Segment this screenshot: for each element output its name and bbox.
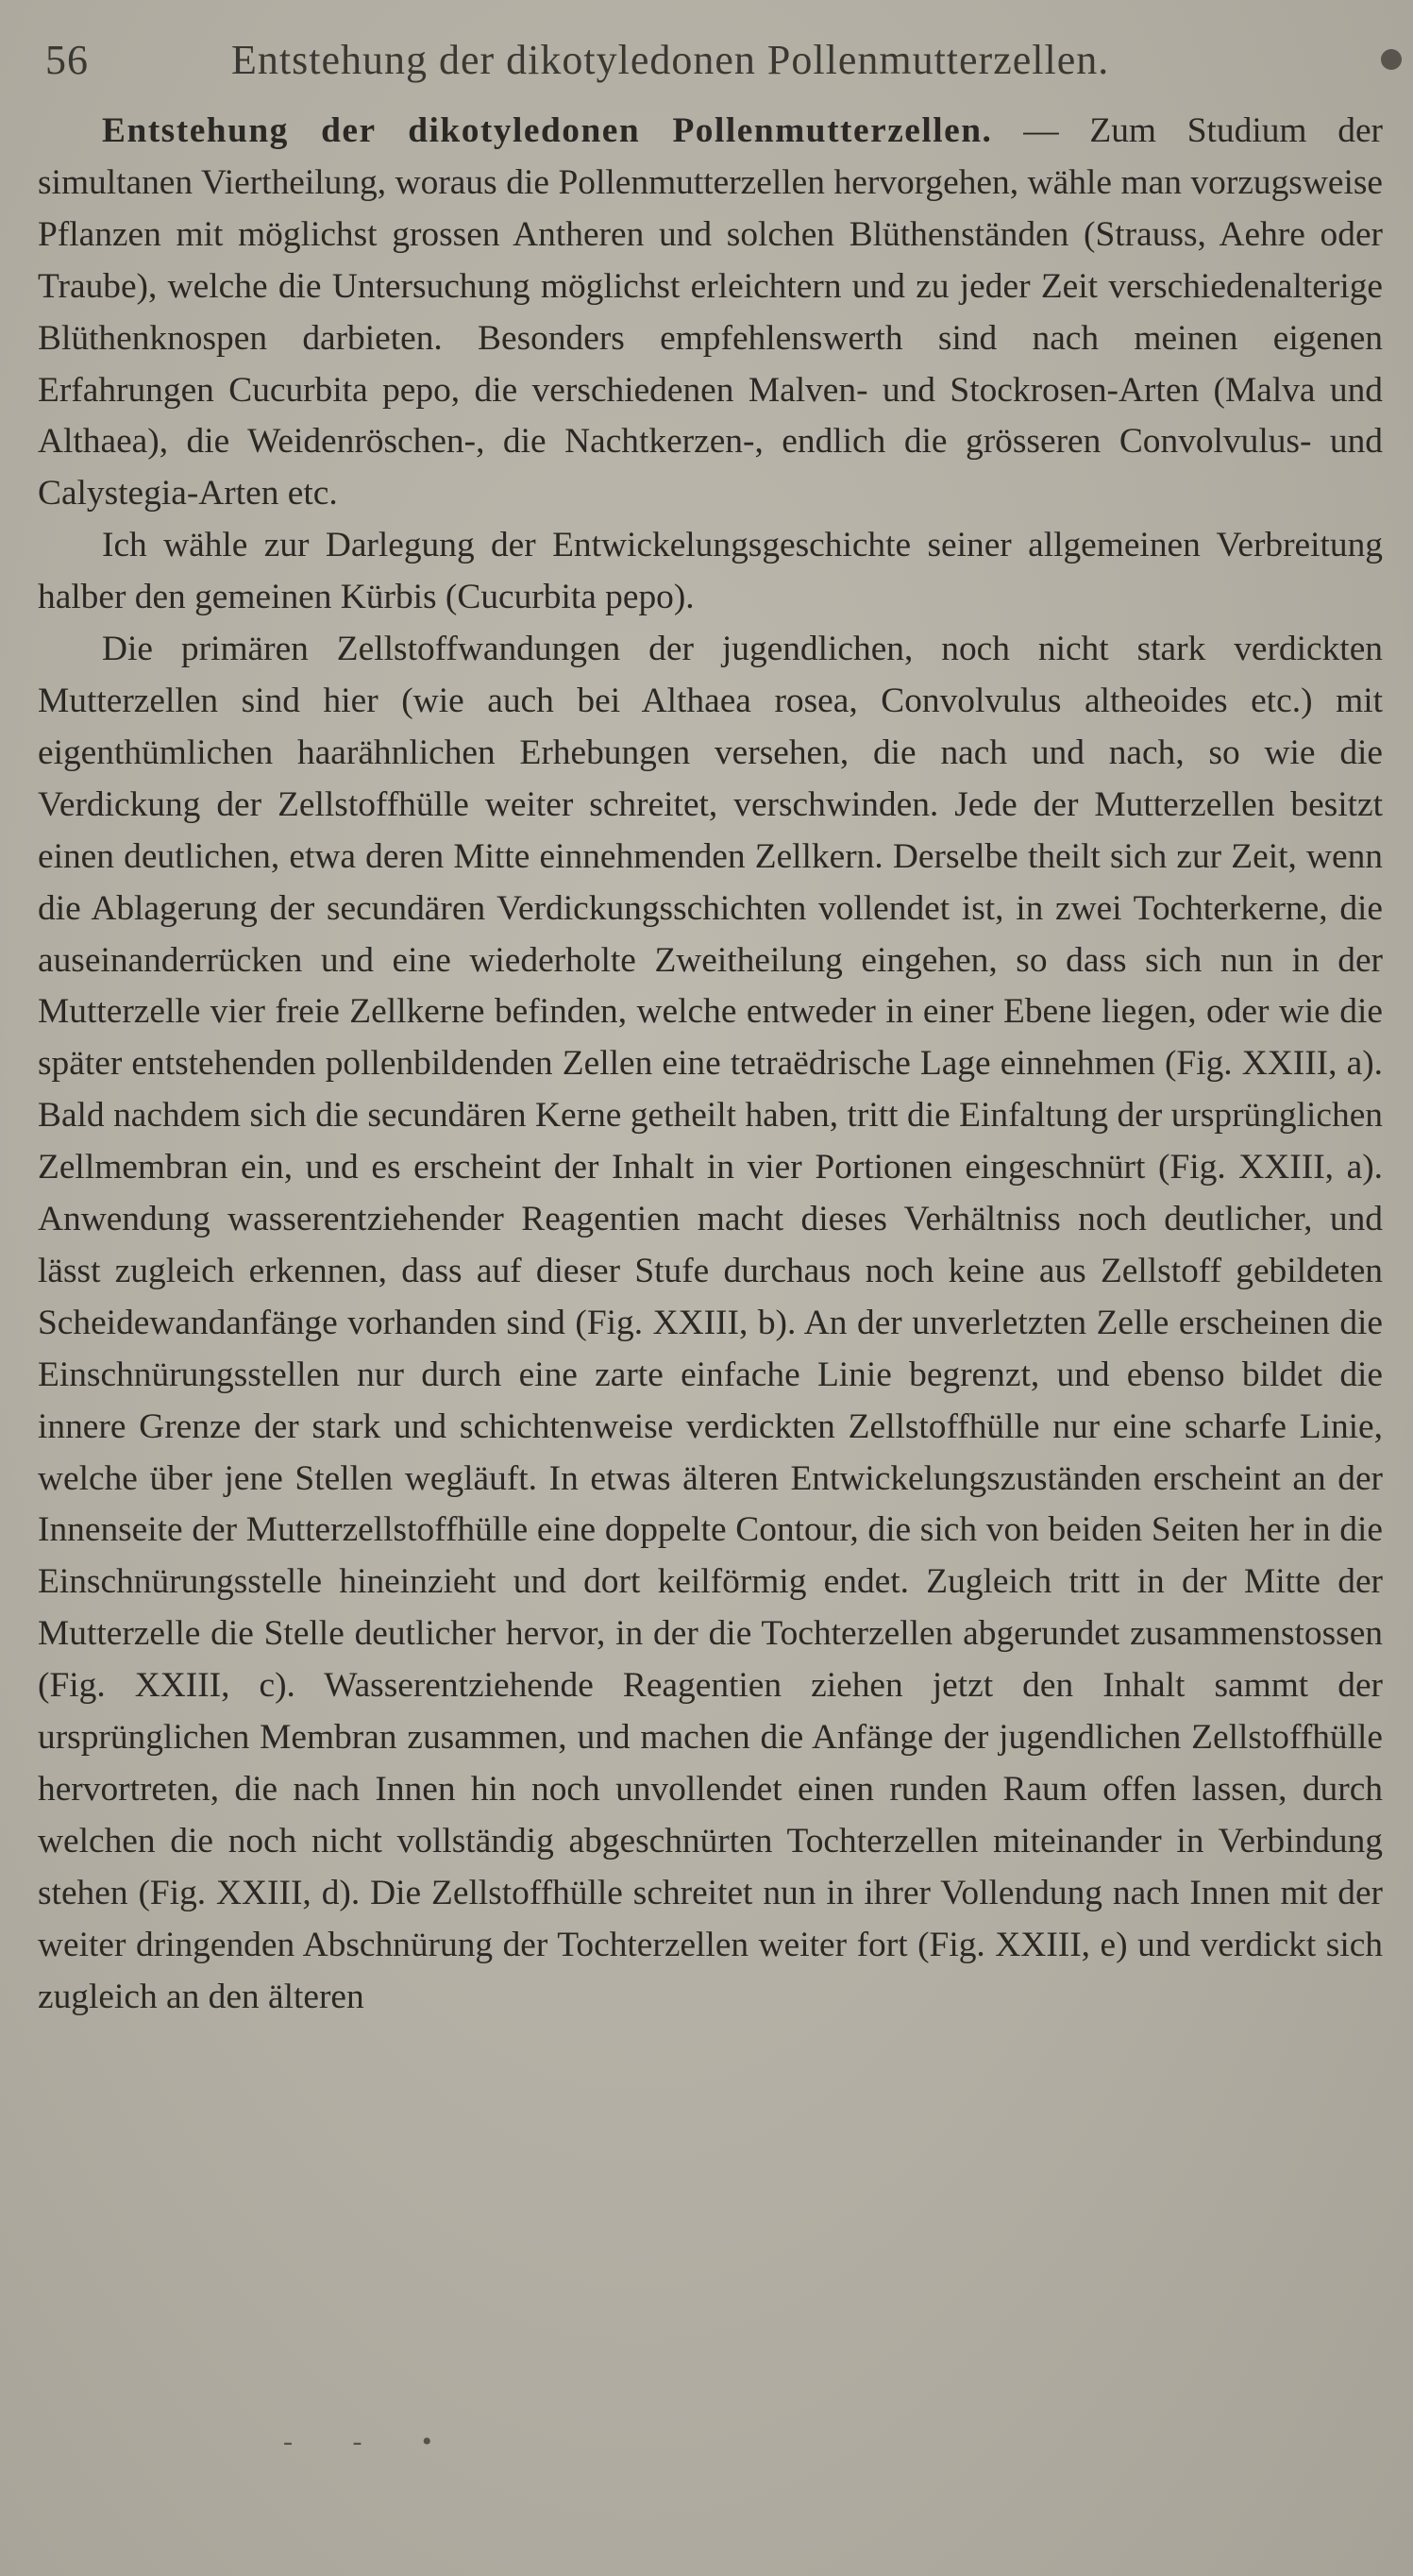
paragraph-3 xyxy=(38,624,1383,2023)
ink-spot xyxy=(1381,49,1402,70)
paragraph-2 xyxy=(38,520,1383,624)
running-header xyxy=(38,36,1378,93)
running-title: Entstehung der dikotyledonen Pollenmutterzellen. xyxy=(231,37,1110,83)
paragraph-1 xyxy=(38,106,1383,520)
paragraph-text: Ich wähle zur Darlegung der Entwickelungsgeschichte seiner allgemeinen Verbreitung halber den gemeinen Kürbis (Cucurbita pepo). xyxy=(38,526,1383,617)
page-number: 56 xyxy=(45,37,89,83)
section-heading: Entstehung der dikotyledonen Pollenmutterzellen. xyxy=(102,111,993,150)
paragraph-text: Die primären Zellstoffwandungen der jugendlichen, noch nicht stark verdickten Mutterzellen sind hier (wie auch bei Althaea rosea, Convolvulus altheoides etc.) mit eigenthümlichen haarähnlichen Erhebungen versehen, die nach und nach, so wie die Verdickung der Zellstoffhülle weiter schreitet, verschwinden. Jede der Mutterzellen besitzt einen deutlichen, etwa deren Mitte einnehmenden Zellkern. Derselbe theilt sich zur Zeit, wenn die Ablagerung der secundären Verdickungsschichten vollendet ist, in zwei Tochterkerne, die auseinanderrücken und eine wiederholte Zweitheilung eingehen, so dass sich nun in der Mutterzelle vier freie Zellkerne befinden, welche entweder in einer Ebene liegen, oder wie die später entstehenden pollenbildenden Zellen eine tetraëdrische Lage einnehmen (Fig. XXIII, a). Bald nachdem sich die secundären Kerne getheilt haben, tritt die Einfaltung der ursprünglichen Zellmembran ein, und es erscheint der Inhalt in vier Portionen eingeschnürt (Fig. XXIII, a). Anwendung wasserentziehender Reagentien macht dieses Verhältniss noch deutlicher, und lässt zugleich erkennen, dass auf dieser Stufe durchaus noch keine aus Zellstoff gebildeten Scheidewandanfänge vorhanden sind (Fig. XXIII, b). An der unverletzten Zelle erscheinen die Einschnürungsstellen nur durch eine zarte einfache Linie begrenzt, und ebenso bildet die innere Grenze der stark und schichtenweise verdickten Zellstoffhülle nur eine scharfe Linie, welche über jene Stellen wegläuft. In etwas älteren Entwickelungszuständen erscheint an der Innenseite der Mutterzellstoffhülle eine doppelte Contour, die sich von beiden Seiten her in die Einschnürungsstelle hineinzieht und dort keilförmig endet. Zugleich tritt in der Mitte der Mutterzelle die Stelle deutlicher hervor, in der die Tochterzellen abgerundet zusammenstossen (Fig. XXIII, c). Wasserentziehende Reagentien ziehen jetzt den Inhalt sammt der ursprünglichen Membran zusammen, und machen die Anfänge der jugendlichen Zellstoffhülle hervortreten, die nach Innen hin noch unvollendet einen runden Raum offen lassen, durch welchen die noch nicht vollständig abgeschnürten Tochterzellen miteinander in Verbindung stehen (Fig. XXIII, d). Die Zellstoffhülle schreitet nun in ihrer Vollendung nach Innen mit der weiter dringenden Abschnürung der Tochterzellen weiter fort (Fig. XXIII, e) und verdickt sich zugleich an den älteren xyxy=(38,630,1383,2016)
paragraph-text: — Zum Studium der simultanen Viertheilung, woraus die Pollenmutterzellen hervorgehen, wähle man vorzugsweise Pflanzen mit möglichst grossen Antheren und solchen Blüthenständen (Strauss, Aehre oder Traube), welche die Untersuchung möglichst erleichtern und zu jeder Zeit verschiedenalterige Blüthenknospen darbieten. Besonders empfehlenswerth sind nach meinen eigenen Erfahrungen Cucurbita pepo, die verschiedenen Malven- und Stockrosen-Arten (Malva und Althaea), die Weidenröschen-, die Nachtkerzen-, endlich die grösseren Convolvulus- und Calystegia-Arten etc. xyxy=(38,111,1383,514)
body-text xyxy=(38,106,1383,2024)
bottom-marks: - - • xyxy=(283,2426,459,2457)
